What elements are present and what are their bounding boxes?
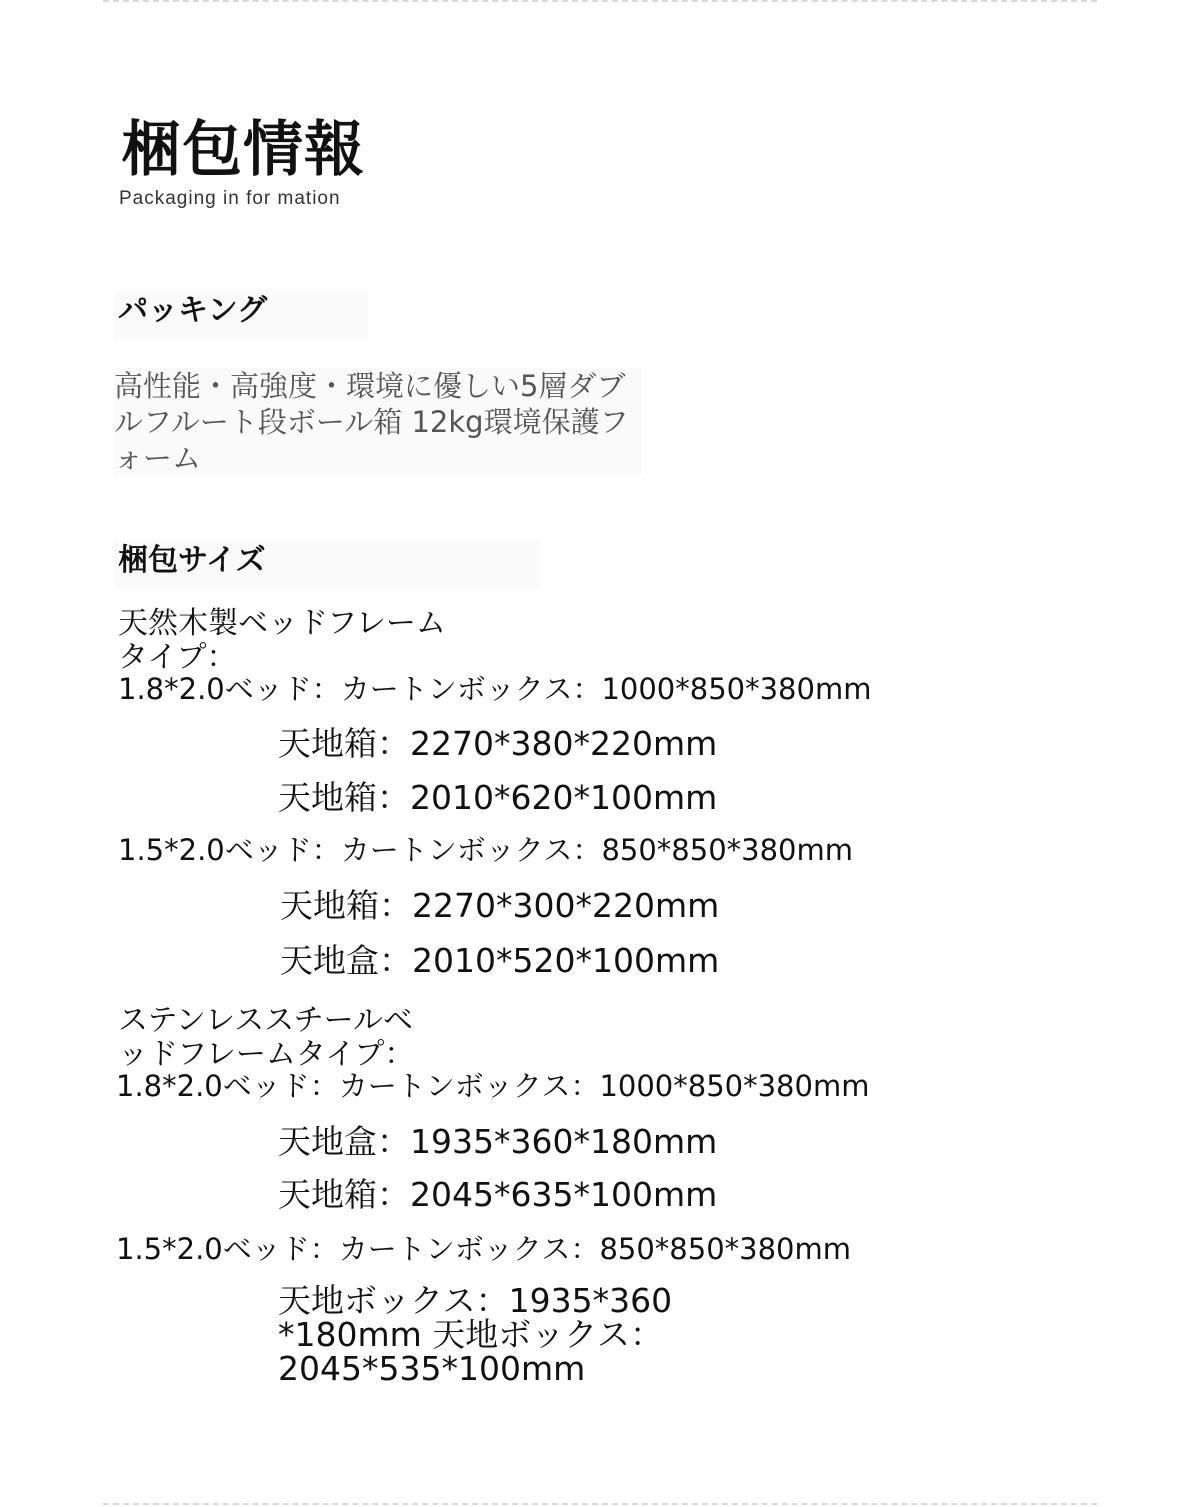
steel-row2-boxes: 天地ボックス：1935*360*180mm 天地ボックス：2045*535*100mm	[278, 1281, 673, 1388]
wood-row1-box-b: 天地箱：2010*620*100mm	[278, 778, 718, 817]
wood-row2-box-a: 天地箱：2270*300*220mm	[280, 886, 720, 925]
steel-row1-carton: 1.8*2.0ベッド：カートンボックス：1000*850*380mm	[116, 1069, 870, 1103]
wood-row2-carton: 1.5*2.0ベッド：カートンボックス：850*850*380mm	[118, 833, 854, 867]
packing-description: 高性能・高強度・環境に優しい5層ダブルフルート段ボール箱 12kg環境保護フォーム	[114, 368, 642, 476]
bottom-divider	[103, 1503, 1097, 1505]
steel-row1-box-a: 天地盒：1935*360*180mm	[278, 1122, 718, 1161]
wood-row1-carton: 1.8*2.0ベッド：カートンボックス：1000*850*380mm	[118, 672, 872, 706]
packing-heading: パッキング	[114, 290, 368, 340]
steel-row2-carton: 1.5*2.0ベッド：カートンボックス：850*850*380mm	[116, 1232, 852, 1266]
top-divider	[103, 0, 1097, 2]
wood-row2-box-b: 天地盒：2010*520*100mm	[280, 941, 720, 980]
steel-row1-box-b: 天地箱：2045*635*100mm	[278, 1175, 718, 1214]
page-subtitle: Packaging in for mation	[119, 188, 341, 209]
page-title: 梱包情報	[121, 115, 365, 185]
wood-frame-type: 天然木製ベッドフレームタイプ：	[118, 606, 446, 675]
size-heading: 梱包サイズ	[114, 540, 540, 590]
steel-frame-type: ステンレススチールベッドフレームタイプ：	[118, 1003, 415, 1072]
wood-row1-box-a: 天地箱：2270*380*220mm	[278, 724, 718, 763]
